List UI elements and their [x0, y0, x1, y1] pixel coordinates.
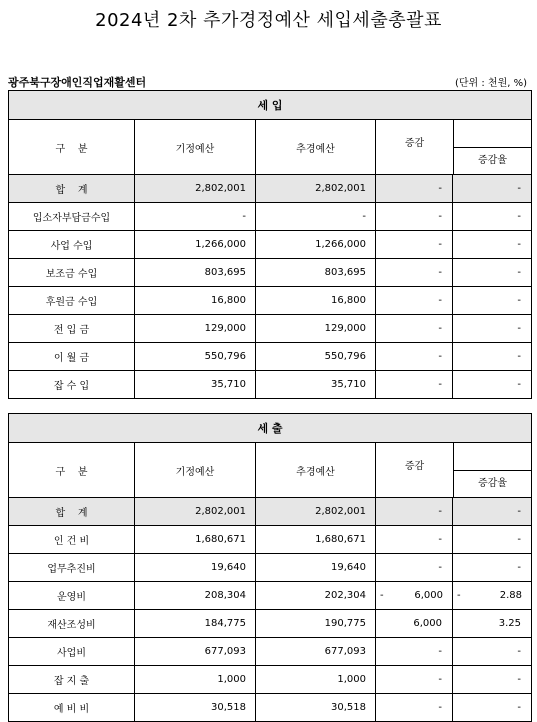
original-value: 129,000: [135, 315, 256, 343]
change-value: -: [376, 371, 453, 399]
rate-value: -: [453, 231, 532, 259]
revised-value: 129,000: [256, 315, 376, 343]
col-rate: 증감율: [454, 470, 531, 497]
original-value: 2,802,001: [135, 498, 256, 526]
minus-sign: -: [457, 590, 461, 601]
revised-value: 1,680,671: [256, 526, 376, 554]
table-row: [9, 554, 532, 582]
original-value: 1,680,671: [135, 526, 256, 554]
table-row: [9, 694, 532, 722]
expenditure-table: [8, 413, 532, 722]
col-category: 구 분: [9, 120, 135, 175]
expenditure-section-title: 세 출: [9, 414, 532, 443]
change-value: -: [376, 694, 453, 722]
revised-value: 16,800: [256, 287, 376, 315]
revised-value: 2,802,001: [256, 175, 376, 203]
rate-value: -: [453, 175, 532, 203]
change-value: -: [376, 343, 453, 371]
table-row: [9, 666, 532, 694]
original-value: -: [135, 203, 256, 231]
table-row: [9, 526, 532, 554]
rate-value: -: [453, 287, 532, 315]
change-value: [376, 582, 453, 610]
row-label: 업무추진비: [9, 554, 135, 582]
change-value: -: [376, 498, 453, 526]
row-label: 보조금 수입: [9, 259, 135, 287]
revenue-section-title: 세 입: [9, 91, 532, 120]
unit-note: (단위 : 천원, %): [454, 78, 527, 89]
change-value: -: [376, 554, 453, 582]
row-label: 합 계: [9, 498, 135, 526]
table-row: [9, 498, 532, 526]
original-value: 16,800: [135, 287, 256, 315]
rate-value: -: [453, 694, 532, 722]
rate-value: -: [453, 371, 532, 399]
table-row: [9, 203, 532, 231]
row-label: 후원금 수입: [9, 287, 135, 315]
change-value: -: [376, 287, 453, 315]
col-revised: 추경예산: [256, 120, 376, 175]
original-value: 1,266,000: [135, 231, 256, 259]
rate-value: -: [453, 554, 532, 582]
col-change: 증감: [404, 461, 425, 472]
rate-value: -: [453, 638, 532, 666]
col-original: 기정예산: [135, 120, 256, 175]
revised-value: -: [256, 203, 376, 231]
revised-value: 677,093: [256, 638, 376, 666]
page-title: 2024년 2차 추가경정예산 세입세출총괄표: [95, 10, 442, 31]
revised-value: 2,802,001: [256, 498, 376, 526]
row-label: 사업 수입: [9, 231, 135, 259]
original-value: 803,695: [135, 259, 256, 287]
row-label: 예 비 비: [9, 694, 135, 722]
table-row: [9, 610, 532, 638]
row-label: 이 월 금: [9, 343, 135, 371]
revised-value: 202,304: [256, 582, 376, 610]
revised-value: 803,695: [256, 259, 376, 287]
table-row: [9, 175, 532, 203]
rate-amount: 2.88: [499, 590, 522, 601]
table-row: [9, 371, 532, 399]
original-value: 35,710: [135, 371, 256, 399]
change-amount: 6,000: [414, 590, 443, 601]
rate-value: -: [453, 498, 532, 526]
table-row: [9, 259, 532, 287]
revenue-table: [8, 90, 532, 399]
rate-value: -: [453, 203, 532, 231]
rate-value: -: [453, 666, 532, 694]
row-label: 잡 수 입: [9, 371, 135, 399]
row-label: 사업비: [9, 638, 135, 666]
original-value: 30,518: [135, 694, 256, 722]
row-label: 입소자부담금수입: [9, 203, 135, 231]
table-row: [9, 315, 532, 343]
table-row: [9, 287, 532, 315]
original-value: 19,640: [135, 554, 256, 582]
change-value: 6,000: [376, 610, 453, 638]
table-row: [9, 231, 532, 259]
revised-value: 35,710: [256, 371, 376, 399]
col-change-group: [376, 120, 532, 175]
original-value: 2,802,001: [135, 175, 256, 203]
change-value: -: [376, 666, 453, 694]
original-value: 208,304: [135, 582, 256, 610]
row-label: 전 입 금: [9, 315, 135, 343]
row-label: 잡 지 출: [9, 666, 135, 694]
table-row: [9, 638, 532, 666]
col-rate: 증감율: [454, 147, 531, 174]
rate-value: 3.25: [453, 610, 532, 638]
row-label: 운영비: [9, 582, 135, 610]
change-value: -: [376, 231, 453, 259]
col-change-group: [376, 443, 532, 498]
original-value: 677,093: [135, 638, 256, 666]
revenue-section-header: [9, 91, 532, 120]
organization-name: 광주북구장애인직업재활센터: [8, 76, 147, 89]
row-label: 합 계: [9, 175, 135, 203]
change-value: -: [376, 259, 453, 287]
change-value: -: [376, 526, 453, 554]
minus-sign: -: [380, 590, 384, 601]
rate-value: -: [453, 259, 532, 287]
row-label: 인 건 비: [9, 526, 135, 554]
rate-value: -: [453, 343, 532, 371]
col-change: 증감: [404, 138, 425, 149]
revised-value: 30,518: [256, 694, 376, 722]
expenditure-column-header: [9, 443, 532, 498]
revised-value: 190,775: [256, 610, 376, 638]
change-value: -: [376, 315, 453, 343]
rate-value: [453, 582, 532, 610]
rate-value: -: [453, 315, 532, 343]
change-value: -: [376, 203, 453, 231]
col-revised: 추경예산: [256, 443, 376, 498]
original-value: 184,775: [135, 610, 256, 638]
change-value: -: [376, 638, 453, 666]
row-label: 재산조성비: [9, 610, 135, 638]
revised-value: 550,796: [256, 343, 376, 371]
revised-value: 1,266,000: [256, 231, 376, 259]
revised-value: 19,640: [256, 554, 376, 582]
table-row: [9, 343, 532, 371]
revised-value: 1,000: [256, 666, 376, 694]
table-row: [9, 582, 532, 610]
col-original: 기정예산: [135, 443, 256, 498]
original-value: 550,796: [135, 343, 256, 371]
revenue-column-header: [9, 120, 532, 175]
change-value: -: [376, 175, 453, 203]
rate-value: -: [453, 526, 532, 554]
original-value: 1,000: [135, 666, 256, 694]
col-category: 구 분: [9, 443, 135, 498]
expenditure-section-header: [9, 414, 532, 443]
